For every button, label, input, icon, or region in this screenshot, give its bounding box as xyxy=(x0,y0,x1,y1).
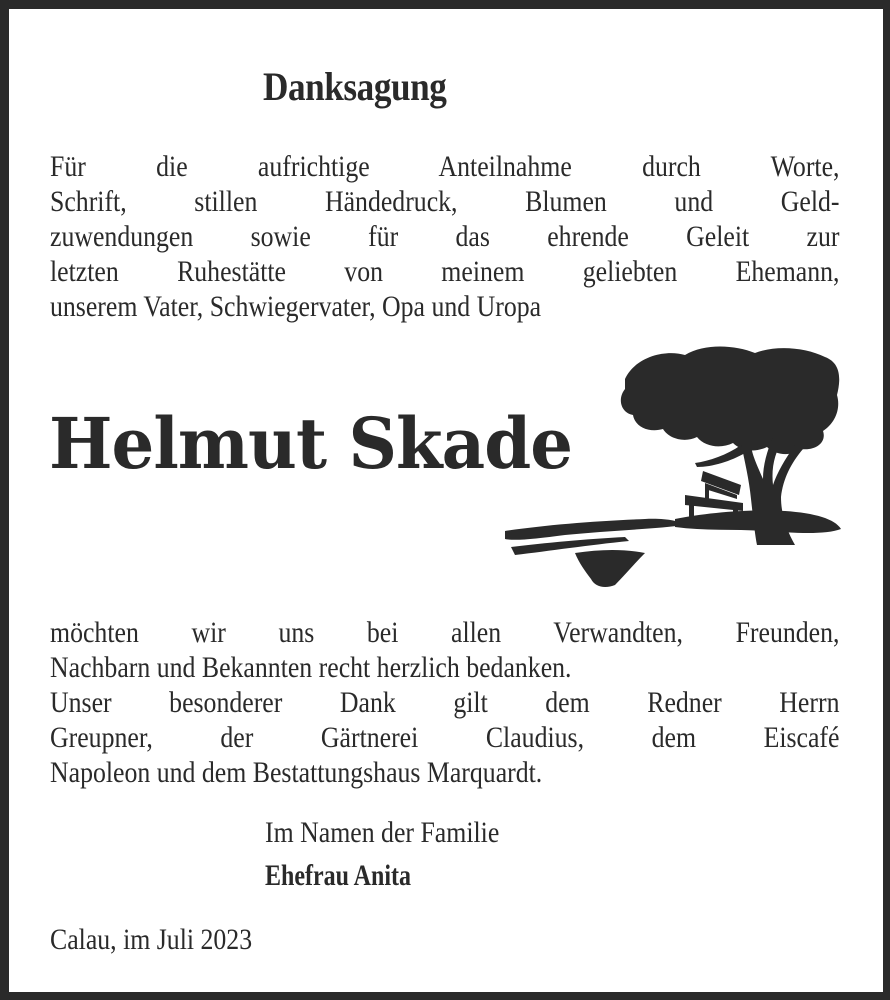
thanks-line: Unser besonderer Dank gilt dem Redner Herrn xyxy=(50,686,840,719)
thanks-paragraph xyxy=(50,615,840,790)
intro-line: Für die aufrichtige Anteilnahme durch Worte, xyxy=(50,150,840,183)
obituary-notice xyxy=(9,9,883,992)
notice-title: Danksagung xyxy=(263,64,447,109)
signature-intro: Im Namen der Familie xyxy=(265,816,500,849)
intro-paragraph xyxy=(50,149,840,324)
place-date: Calau, im Juli 2023 xyxy=(50,923,253,956)
signature-name: Ehefrau Anita xyxy=(265,859,412,892)
intro-line: zuwendungen sowie für das ehrende Geleit zur xyxy=(50,220,840,253)
thanks-line: möchten wir uns bei allen Verwandten, Freunden, xyxy=(50,616,840,649)
thanks-line: Greupner, der Gärtnerei Claudius, dem Eiscafé xyxy=(50,721,840,754)
thanks-line: Nachbarn und Bekannten recht herzlich bedanken. xyxy=(50,651,572,684)
intro-line: Schrift, stillen Händedruck, Blumen und Geld- xyxy=(50,185,840,218)
deceased-name: Helmut Skade xyxy=(49,402,573,485)
tree-with-bench-icon xyxy=(505,339,841,591)
intro-line: letzten Ruhestätte von meinem geliebten Ehemann, xyxy=(50,255,840,288)
thanks-line: Napoleon und dem Bestattungshaus Marquardt. xyxy=(50,756,543,789)
intro-line: unserem Vater, Schwiegervater, Opa und Uropa xyxy=(50,290,542,323)
